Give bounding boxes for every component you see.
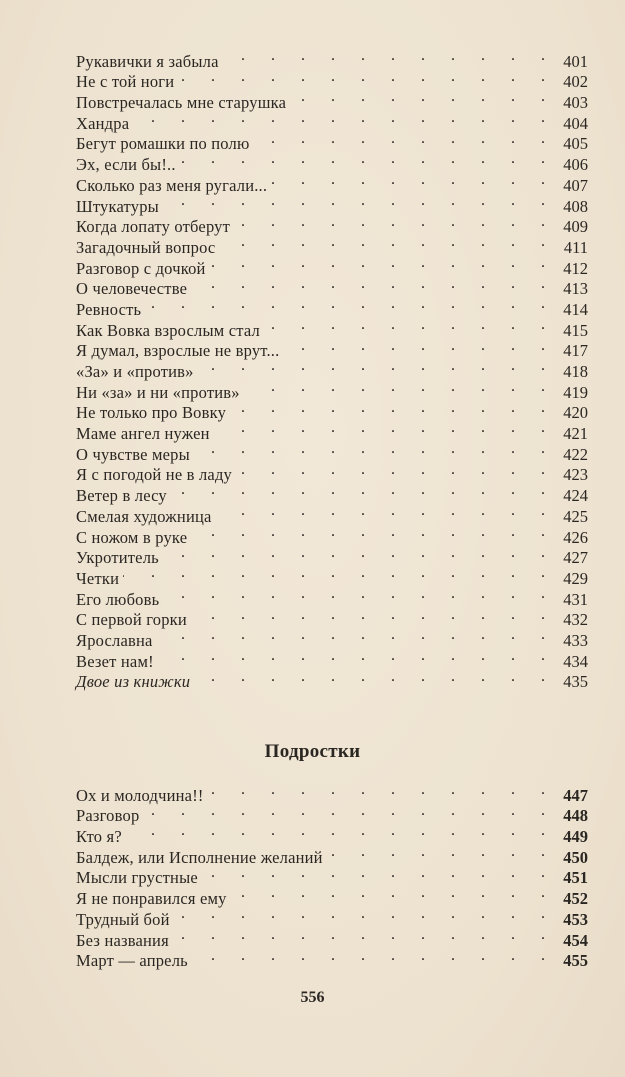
toc-entry-page: 406	[563, 155, 588, 175]
toc-entry-title: «За» и «против»	[76, 362, 194, 381]
dot-leader	[327, 842, 556, 863]
toc-entry-title: Четки	[76, 568, 120, 588]
dot-leader	[283, 336, 556, 357]
dot-leader	[123, 563, 556, 584]
toc-entry	[76, 780, 588, 805]
dot-leader	[133, 108, 556, 129]
dot-leader	[191, 522, 556, 543]
toc-entry-page: 422	[563, 444, 588, 464]
toc-entry	[76, 46, 588, 71]
toc-entry	[76, 842, 588, 867]
toc-entry-title: Ни «за» и ни «против»	[76, 382, 240, 402]
toc-entry-page: 419	[563, 382, 588, 402]
dot-leader	[191, 274, 556, 295]
dot-leader	[234, 212, 556, 233]
toc-entry-page: 414	[563, 299, 588, 319]
dot-leader	[178, 67, 556, 88]
dot-leader	[158, 646, 556, 667]
toc-entry	[76, 294, 588, 319]
toc-entry	[76, 821, 588, 847]
toc-entry-title: С ножом в руке	[76, 527, 188, 547]
dot-leader	[264, 315, 556, 336]
dot-leader	[194, 439, 556, 460]
toc-entry-page: 448	[563, 806, 588, 826]
toc-entry-page: 429	[563, 568, 588, 588]
dot-leader	[126, 821, 556, 842]
dot-leader	[208, 780, 556, 801]
toc-entry-title: Балдеж, или Исполнение желаний	[76, 847, 323, 867]
toc-entry-page: 420	[563, 403, 588, 423]
toc-entry-page: 403	[563, 93, 588, 113]
toc-entry-title: Ох и молодчина!!	[76, 785, 204, 805]
toc-entry-page: 449	[563, 827, 588, 847]
toc-entry-title: Трудный бой	[76, 909, 170, 929]
toc-entry-page: 450	[563, 847, 588, 867]
dot-leader	[210, 253, 556, 274]
dot-leader	[143, 801, 556, 822]
toc-entry-page: 404	[563, 113, 588, 133]
toc-entry-page: 432	[563, 610, 588, 630]
toc-entry-title: Рукавички я забыла	[76, 51, 219, 71]
dot-leader	[191, 605, 556, 626]
toc-entry-title: Я с погодой не в ладу	[76, 465, 232, 485]
toc-entry-title: Я не понравился ему	[76, 889, 227, 909]
toc-entry-page: 447	[563, 785, 588, 805]
toc-entry-page: 451	[563, 868, 588, 888]
page-number: 556	[300, 989, 325, 1006]
dot-leader	[236, 460, 556, 481]
dot-leader	[244, 377, 556, 398]
toc-entry-page: 433	[563, 630, 588, 650]
toc-entry-page: 407	[563, 175, 588, 195]
toc-entry-page: 426	[563, 527, 588, 547]
toc-entry-page: 452	[563, 889, 588, 909]
toc-entry-title: Как Вовка взрослым стал	[76, 320, 260, 340]
dot-leader	[163, 191, 556, 212]
toc-entry-title: Я думал, взрослые не врут...	[76, 341, 280, 361]
toc-entry-title: Не только про Вовку	[76, 403, 227, 423]
dot-leader	[214, 418, 556, 439]
dot-leader	[219, 232, 556, 253]
toc-entry	[76, 801, 588, 826]
dot-leader	[216, 501, 556, 522]
toc-entry-title: Штукатуры	[76, 196, 159, 216]
toc-entry-title: Его любовь	[76, 589, 160, 609]
toc-entry	[76, 563, 588, 588]
toc-entry-page: 454	[563, 930, 588, 950]
toc-entry	[76, 129, 588, 154]
dot-leader	[173, 925, 556, 946]
toc-entry-title: Март — апрель	[76, 951, 188, 971]
toc-entry-page: 411	[563, 237, 588, 257]
toc-entry-page: 412	[563, 258, 588, 278]
dot-leader	[202, 863, 556, 884]
dot-leader	[174, 904, 556, 925]
toc-section-2	[76, 780, 588, 971]
toc-entry-title: Смелая художница	[76, 506, 212, 526]
toc-entry-page: 417	[563, 341, 588, 361]
toc-entry	[76, 584, 588, 609]
toc-entry-title: Ревность	[76, 299, 142, 319]
toc-entry-page: 408	[563, 196, 588, 216]
toc-entry-title: Мысли грустные	[76, 868, 198, 888]
toc-entry-title: Разговор с дочкой	[76, 258, 206, 278]
toc-entry-title: Сколько раз меня ругали...	[76, 175, 268, 195]
toc-entry-title: С первой горки	[76, 610, 187, 630]
dot-leader	[180, 149, 556, 170]
toc-entry-page: 402	[563, 72, 588, 92]
toc-entry-page: 425	[563, 506, 588, 526]
dot-leader	[230, 398, 556, 419]
dot-leader	[171, 480, 556, 501]
dot-leader	[290, 87, 556, 108]
toc-entry-page: 413	[563, 279, 588, 299]
dot-leader	[231, 883, 556, 904]
toc-entry-title: О чувстве меры	[76, 444, 190, 464]
toc-entry-title: О человечестве	[76, 279, 188, 299]
toc-entry-title: Эх, если бы!..	[76, 155, 176, 175]
toc-entry-title: Без названия	[76, 930, 169, 950]
toc-entry-page: 418	[563, 362, 588, 381]
toc-entry-title: Везет нам!	[76, 651, 154, 671]
section-heading: Подростки	[264, 741, 361, 762]
toc-entry-title: Укротитель	[76, 548, 159, 568]
dot-leader	[157, 625, 556, 646]
toc-entry	[76, 108, 588, 133]
toc-entry-title: Бегут ромашки по полю	[76, 134, 250, 154]
toc-entry-page: 421	[563, 424, 588, 444]
toc-section-1	[76, 46, 588, 692]
toc-entry-title: Загадочный вопрос	[76, 237, 216, 257]
toc-entry-page: 401	[563, 51, 588, 71]
toc-entry-title: Кто я?	[76, 827, 122, 847]
toc-entry-page: 423	[563, 465, 588, 485]
toc-entry-page: 434	[563, 651, 588, 671]
dot-leader	[163, 543, 556, 564]
toc-entry-page: 405	[563, 134, 588, 154]
dot-leader	[254, 129, 557, 150]
toc-entry-title: Ветер в лесу	[76, 486, 167, 506]
dot-leader	[192, 946, 556, 967]
toc-entry-page: 424	[563, 486, 588, 506]
toc-entry-page: 431	[563, 589, 588, 609]
dot-leader	[194, 667, 556, 688]
dot-leader	[163, 584, 556, 605]
toc-entry-title: Повстречалась мне старушка	[76, 93, 287, 113]
toc-entry-title: Ярославна	[76, 630, 153, 650]
dot-leader	[271, 170, 556, 191]
dot-leader	[198, 356, 556, 377]
toc-entry-title: Не с той ноги	[76, 72, 175, 92]
toc-entry-page: 409	[563, 217, 588, 237]
toc-entry-page: 453	[563, 909, 588, 929]
toc-entry-page: 435	[563, 672, 588, 692]
toc-entry-title: Двое из книжки	[76, 672, 191, 692]
toc-entry-title: Маме ангел нужен	[76, 424, 210, 444]
toc-entry	[76, 315, 588, 340]
toc-entry-page: 427	[563, 548, 588, 568]
toc-entry-title: Хандра	[76, 113, 130, 133]
toc-entry-page: 455	[563, 951, 588, 971]
toc-entry-title: Когда лопату отберут	[76, 217, 231, 237]
toc-entry-title: Разговор	[76, 806, 140, 826]
toc-entry-page: 415	[563, 320, 588, 340]
dot-leader	[223, 46, 556, 67]
dot-leader	[145, 294, 556, 315]
